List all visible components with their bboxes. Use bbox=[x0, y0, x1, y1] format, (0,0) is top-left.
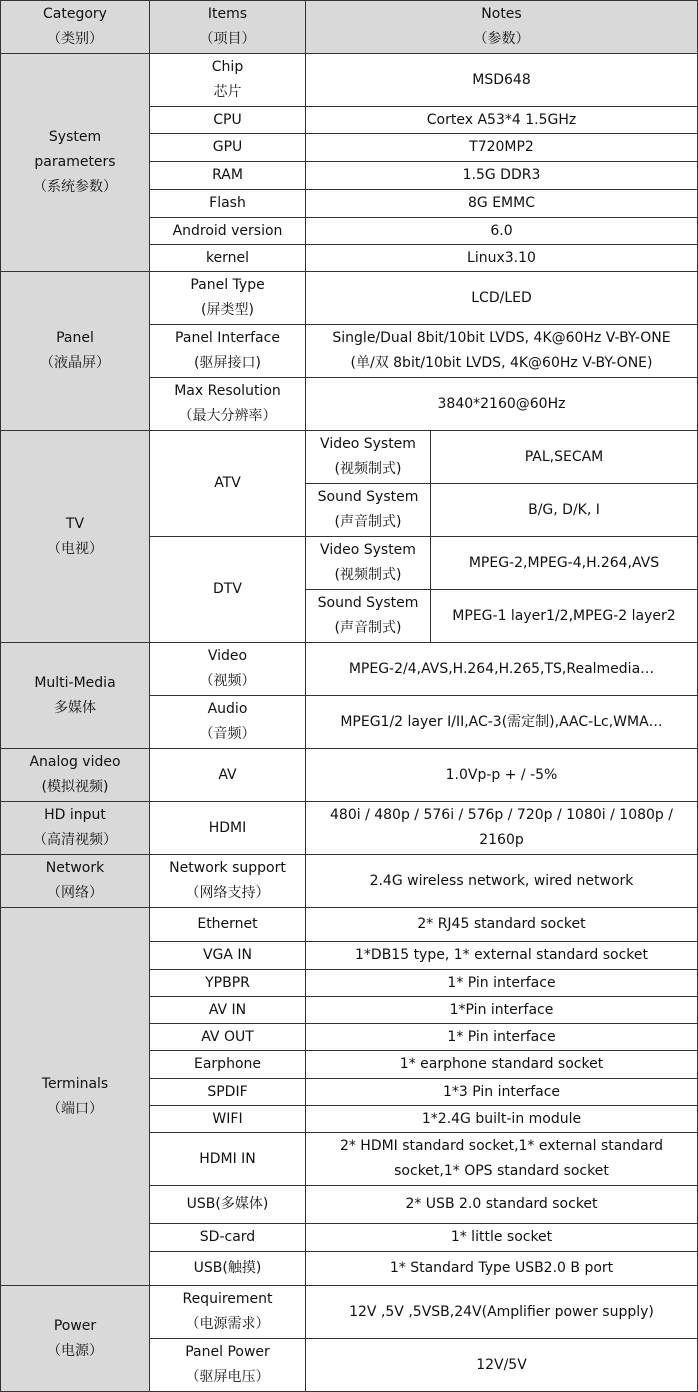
value-terminal: 1*3 Pin interface bbox=[306, 1079, 698, 1106]
item-terminal: Earphone bbox=[150, 1051, 306, 1079]
item-panel-power: Panel Power （驱屏电压） bbox=[150, 1339, 306, 1392]
value-panel-type: LCD/LED bbox=[306, 272, 698, 325]
item-network-support: Network support （网络支持） bbox=[150, 855, 306, 908]
item-hdmi: HDMI bbox=[150, 802, 306, 855]
value-hdmi-in: 2* HDMI standard socket,1* external standard socket,1* OPS standard socket bbox=[306, 1133, 698, 1186]
value-audio: MPEG1/2 layer I/II,AC-3(需定制),AAC-Lc,WMA… bbox=[306, 696, 698, 749]
item-terminal: YPBPR bbox=[150, 970, 306, 997]
table-row bbox=[1, 749, 698, 802]
table-row bbox=[1, 272, 698, 325]
category-system: System parameters （系统参数） bbox=[1, 54, 150, 272]
item-requirement: Requirement （电源需求） bbox=[150, 1286, 306, 1339]
item-hdmi-in: HDMI IN bbox=[150, 1133, 306, 1186]
item-gpu: GPU bbox=[150, 134, 306, 162]
subitem-dtv-video: Video System (视频制式) bbox=[306, 537, 431, 590]
item-max-resolution: Max Resolution （最大分辨率） bbox=[150, 378, 306, 431]
table-row bbox=[1, 1286, 698, 1339]
category-multimedia: Multi-Media 多媒体 bbox=[1, 643, 150, 749]
value-network: 2.4G wireless network, wired network bbox=[306, 855, 698, 908]
item-terminal: WIFI bbox=[150, 1106, 306, 1133]
value-kernel: Linux3.10 bbox=[306, 245, 698, 272]
value-gpu: T720MP2 bbox=[306, 134, 698, 162]
value-flash: 8G EMMC bbox=[306, 190, 698, 218]
header-category: Category （类别） bbox=[1, 1, 150, 54]
item-chip: Chip 芯片 bbox=[150, 54, 306, 107]
item-video: Video （视频） bbox=[150, 643, 306, 696]
subitem-dtv-sound: Sound System (声音制式) bbox=[306, 590, 431, 643]
value-terminal: 1* Pin interface bbox=[306, 1024, 698, 1051]
value-av: 1.0Vp-p + / -5% bbox=[306, 749, 698, 802]
value-terminal: 1* Pin interface bbox=[306, 970, 698, 997]
value-terminal: 2* RJ45 standard socket bbox=[306, 908, 698, 942]
item-audio: Audio （音频） bbox=[150, 696, 306, 749]
value-ram: 1.5G DDR3 bbox=[306, 162, 698, 190]
subitem-atv-sound: Sound System (声音制式) bbox=[306, 484, 431, 537]
item-terminal: Ethernet bbox=[150, 908, 306, 942]
table-row bbox=[1, 855, 698, 908]
value-atv-video: PAL,SECAM bbox=[431, 431, 698, 484]
item-kernel: kernel bbox=[150, 245, 306, 272]
value-panel-interface: Single/Dual 8bit/10bit LVDS, 4K@60Hz V-BY-ONE (单/双 8bit/10bit LVDS, 4K@60Hz V-BY-ONE) bbox=[306, 325, 698, 378]
item-dtv: DTV bbox=[150, 537, 306, 643]
category-terminals: Terminals （端口） bbox=[1, 908, 150, 1286]
category-power: Power （电源） bbox=[1, 1286, 150, 1392]
category-network: Network （网络） bbox=[1, 855, 150, 908]
table-row bbox=[1, 643, 698, 696]
value-terminal: 1*DB15 type, 1* external standard socket bbox=[306, 942, 698, 970]
item-android: Android version bbox=[150, 218, 306, 245]
value-terminal: 1*2.4G built-in module bbox=[306, 1106, 698, 1133]
header-items: Items （项目） bbox=[150, 1, 306, 54]
value-panel-power: 12V/5V bbox=[306, 1339, 698, 1392]
category-hd-input: HD input （高清视频） bbox=[1, 802, 150, 855]
value-sd-card: 1* little socket bbox=[306, 1224, 698, 1252]
value-terminal: 1*Pin interface bbox=[306, 997, 698, 1024]
item-usb-touch: USB(触摸) bbox=[150, 1252, 306, 1286]
header-notes: Notes （参数） bbox=[306, 1, 698, 54]
table-row bbox=[1, 431, 698, 484]
item-terminal: AV IN bbox=[150, 997, 306, 1024]
value-chip: MSD648 bbox=[306, 54, 698, 107]
item-sd-card: SD-card bbox=[150, 1224, 306, 1252]
item-flash: Flash bbox=[150, 190, 306, 218]
value-dtv-sound: MPEG-1 layer1/2,MPEG-2 layer2 bbox=[431, 590, 698, 643]
item-ram: RAM bbox=[150, 162, 306, 190]
item-terminal: VGA IN bbox=[150, 942, 306, 970]
item-terminal: SPDIF bbox=[150, 1079, 306, 1106]
value-max-resolution: 3840*2160@60Hz bbox=[306, 378, 698, 431]
value-hdmi: 480i / 480p / 576i / 576p / 720p / 1080i / 1080p / 2160p bbox=[306, 802, 698, 855]
category-analog-video: Analog video (模拟视频) bbox=[1, 749, 150, 802]
value-dtv-video: MPEG-2,MPEG-4,H.264,AVS bbox=[431, 537, 698, 590]
item-panel-interface: Panel Interface (驱屏接口) bbox=[150, 325, 306, 378]
value-cpu: Cortex A53*4 1.5GHz bbox=[306, 107, 698, 134]
value-terminal: 1* earphone standard socket bbox=[306, 1051, 698, 1079]
value-usb-touch: 1* Standard Type USB2.0 B port bbox=[306, 1252, 698, 1286]
value-video: MPEG-2/4,AVS,H.264,H.265,TS,Realmedia… bbox=[306, 643, 698, 696]
subitem-atv-video: Video System (视频制式) bbox=[306, 431, 431, 484]
value-requirement: 12V ,5V ,5VSB,24V(Amplifier power supply) bbox=[306, 1286, 698, 1339]
item-panel-type: Panel Type (屏类型) bbox=[150, 272, 306, 325]
item-cpu: CPU bbox=[150, 107, 306, 134]
item-usb-multimedia: USB(多媒体) bbox=[150, 1186, 306, 1224]
item-terminal: AV OUT bbox=[150, 1024, 306, 1051]
table-row bbox=[1, 802, 698, 855]
table-row bbox=[1, 908, 698, 942]
category-panel: Panel （液晶屏） bbox=[1, 272, 150, 431]
value-atv-sound: B/G, D/K, I bbox=[431, 484, 698, 537]
value-android: 6.0 bbox=[306, 218, 698, 245]
header-row bbox=[1, 1, 698, 54]
table-row bbox=[1, 54, 698, 107]
category-tv: TV （电视） bbox=[1, 431, 150, 643]
value-usb-multimedia: 2* USB 2.0 standard socket bbox=[306, 1186, 698, 1224]
item-av: AV bbox=[150, 749, 306, 802]
item-atv: ATV bbox=[150, 431, 306, 537]
